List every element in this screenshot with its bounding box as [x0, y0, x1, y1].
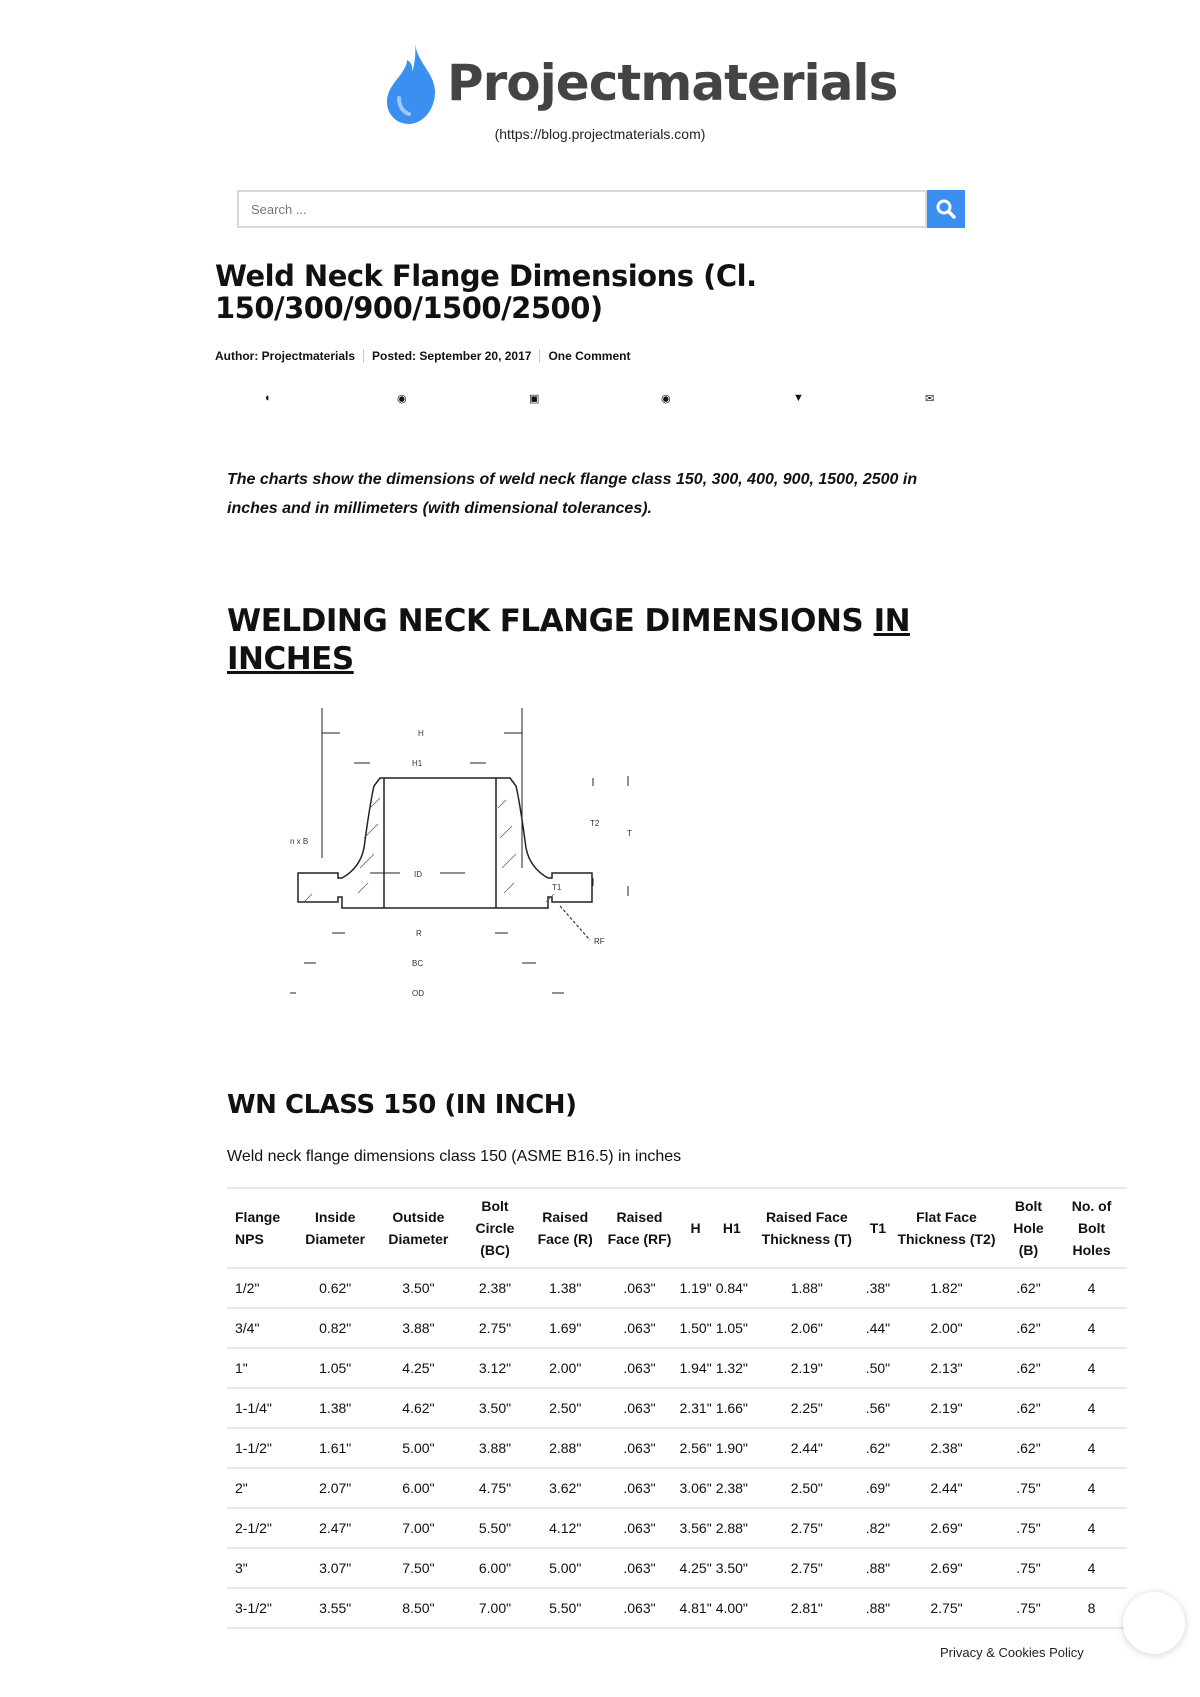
post-author[interactable]: Author: Projectmaterials	[215, 349, 356, 363]
table-cell: 2.69"	[892, 1508, 1001, 1548]
table-cell: .50"	[864, 1348, 892, 1388]
table-cell: 1.82"	[892, 1268, 1001, 1308]
table-cell: 1.66"	[714, 1388, 750, 1428]
flange-diagram	[290, 708, 710, 1018]
table-cell: 4	[1056, 1348, 1127, 1388]
email-icon[interactable]: ✉	[925, 393, 935, 405]
table-cell: 3.50"	[376, 1268, 461, 1308]
label-od: OD	[412, 989, 424, 998]
label-bolt-holes: n x B	[290, 837, 309, 846]
table-cell: 1.88"	[750, 1268, 864, 1308]
table-cell: 3.12"	[461, 1348, 529, 1388]
table-cell: 2.75"	[461, 1308, 529, 1348]
table-cell: 0.84"	[714, 1268, 750, 1308]
table-cell: 1.38"	[529, 1268, 602, 1308]
section-heading-text: WELDING NECK FLANGE DIMENSIONS	[227, 603, 874, 639]
table-cell: 2.06"	[750, 1308, 864, 1348]
table-cell: 4	[1056, 1548, 1127, 1588]
site-logo[interactable]	[385, 38, 897, 128]
table-cell: 3.50"	[461, 1388, 529, 1428]
table-cell: 2.13"	[892, 1348, 1001, 1388]
table-cell: 1.50"	[677, 1308, 713, 1348]
label-r: R	[416, 929, 422, 938]
class-150-caption: Weld neck flange dimensions class 150 (ASME B16.5) in inches	[227, 1148, 682, 1165]
table-row	[227, 1548, 1127, 1588]
linkedin-icon[interactable]: ▣	[529, 393, 540, 405]
table-cell: 3.88"	[461, 1428, 529, 1468]
pinterest-icon[interactable]: ◉	[397, 393, 407, 405]
table-cell: 6.00"	[376, 1468, 461, 1508]
table-cell: 1.05"	[714, 1308, 750, 1348]
site-url: (https://blog.projectmaterials.com)	[494, 126, 706, 142]
section-heading-link[interactable]: IN INCHES	[227, 603, 911, 677]
table-cell: 3.55"	[295, 1588, 376, 1628]
column-header: Outside Diameter	[376, 1188, 461, 1268]
class-150-heading: WN CLASS 150 (IN INCH)	[227, 1090, 577, 1120]
dimension-lines	[290, 708, 628, 993]
search-bar	[237, 190, 965, 228]
table-cell: .62"	[1001, 1308, 1056, 1348]
table-cell: 1.61"	[295, 1428, 376, 1468]
table-cell: .063"	[602, 1468, 678, 1508]
table-cell: .88"	[864, 1588, 892, 1628]
table-cell: .56"	[864, 1388, 892, 1428]
table-cell: 4.25"	[376, 1348, 461, 1388]
table-cell: 7.00"	[376, 1508, 461, 1548]
table-cell: 3.88"	[376, 1308, 461, 1348]
column-header: Bolt Hole (B)	[1001, 1188, 1056, 1268]
table-cell: 8	[1056, 1588, 1127, 1628]
table-cell: 1.05"	[295, 1348, 376, 1388]
column-header: Flat Face Thickness (T2)	[892, 1188, 1001, 1268]
table-cell: 2.38"	[892, 1428, 1001, 1468]
class-150-table	[227, 1187, 1127, 1629]
label-t: T	[627, 829, 632, 838]
table-cell: 5.00"	[376, 1428, 461, 1468]
table-cell: 2.50"	[529, 1388, 602, 1428]
table-cell: 4	[1056, 1268, 1127, 1308]
column-header: Flange NPS	[227, 1188, 295, 1268]
table-row	[227, 1588, 1127, 1628]
table-cell: .063"	[602, 1548, 678, 1588]
table-cell: 2.69"	[892, 1548, 1001, 1588]
table-cell: .063"	[602, 1308, 678, 1348]
table-cell: 4	[1056, 1508, 1127, 1548]
table-cell: 3-1/2"	[227, 1588, 295, 1628]
table-body	[227, 1268, 1127, 1628]
table-cell: 2.75"	[892, 1588, 1001, 1628]
table-cell: 8.50"	[376, 1588, 461, 1628]
table-cell: 4.12"	[529, 1508, 602, 1548]
table-cell: .82"	[864, 1508, 892, 1548]
table-row	[227, 1468, 1127, 1508]
table-cell: 5.50"	[529, 1588, 602, 1628]
table-cell: 1-1/4"	[227, 1388, 295, 1428]
table-cell: 2.31"	[677, 1388, 713, 1428]
label-h: H	[418, 729, 424, 738]
chat-widget-button[interactable]	[1123, 1592, 1185, 1654]
table-cell: 4.62"	[376, 1388, 461, 1428]
column-header: Raised Face (RF)	[602, 1188, 678, 1268]
table-cell: 4.00"	[714, 1588, 750, 1628]
flange-hatch	[304, 798, 554, 902]
table-cell: .69"	[864, 1468, 892, 1508]
column-header: H	[677, 1188, 713, 1268]
table-cell: 2.38"	[714, 1468, 750, 1508]
twitter-icon[interactable]: ▼	[793, 392, 804, 404]
table-cell: 2.56"	[677, 1428, 713, 1468]
table-cell: 0.62"	[295, 1268, 376, 1308]
table-cell: 2.88"	[714, 1508, 750, 1548]
post-intro: The charts show the dimensions of weld neck flange class 150, 300, 400, 900, 1500, 2500 in inches and in millimeters (with dimensional tolerances).	[227, 471, 918, 517]
table-cell: .063"	[602, 1508, 678, 1548]
table-row	[227, 1388, 1127, 1428]
table-cell: 3.50"	[714, 1548, 750, 1588]
table-cell: 3.56"	[677, 1508, 713, 1548]
table-cell: 7.50"	[376, 1548, 461, 1588]
table-cell: 4	[1056, 1428, 1127, 1468]
table-cell: 3.07"	[295, 1548, 376, 1588]
table-cell: .063"	[602, 1428, 678, 1468]
search-icon	[927, 190, 965, 228]
whatsapp-icon[interactable]: ◐	[265, 392, 272, 404]
table-cell: 1.90"	[714, 1428, 750, 1468]
search-input[interactable]	[237, 190, 927, 228]
post-title: Weld Neck Flange Dimensions (Cl. 150/300/900/1500/2500)	[215, 259, 757, 325]
table-cell: 2.44"	[750, 1428, 864, 1468]
table-row	[227, 1348, 1127, 1388]
table-row	[227, 1508, 1127, 1548]
water-drop-icon	[385, 40, 437, 126]
post-meta	[215, 349, 630, 363]
table-cell: 1-1/2"	[227, 1428, 295, 1468]
label-bc: BC	[412, 959, 424, 968]
table-cell: 2.25"	[750, 1388, 864, 1428]
table-cell: .75"	[1001, 1508, 1056, 1548]
table-cell: 3.62"	[529, 1468, 602, 1508]
table-cell: 2.47"	[295, 1508, 376, 1548]
section-heading	[227, 602, 947, 678]
table-cell: 2.75"	[750, 1548, 864, 1588]
table-cell: 3.06"	[677, 1468, 713, 1508]
table-cell: 4	[1056, 1468, 1127, 1508]
table-cell: 6.00"	[461, 1548, 529, 1588]
label-rf: RF	[594, 937, 605, 946]
table-cell: .62"	[864, 1428, 892, 1468]
label-h1: H1	[412, 759, 423, 768]
table-cell: 0.82"	[295, 1308, 376, 1348]
column-header: Bolt Circle (BC)	[461, 1188, 529, 1268]
table-cell: .75"	[1001, 1588, 1056, 1628]
table-cell: .62"	[1001, 1348, 1056, 1388]
table-cell: 2.50"	[750, 1468, 864, 1508]
table-cell: .063"	[602, 1268, 678, 1308]
table-cell: .063"	[602, 1388, 678, 1428]
privacy-policy-link[interactable]: Privacy & Cookies Policy	[940, 1645, 1084, 1660]
table-row	[227, 1428, 1127, 1468]
table-cell: 2.00"	[892, 1308, 1001, 1348]
table-header-row	[227, 1188, 1127, 1268]
table-cell: .75"	[1001, 1468, 1056, 1508]
table-cell: 2.75"	[750, 1508, 864, 1548]
table-cell: 2.19"	[892, 1388, 1001, 1428]
table-cell: 2.81"	[750, 1588, 864, 1628]
table-cell: 2-1/2"	[227, 1508, 295, 1548]
table-cell: 1"	[227, 1348, 295, 1388]
table-header	[227, 1188, 1127, 1268]
table-cell: 1.32"	[714, 1348, 750, 1388]
table-cell: 2"	[227, 1468, 295, 1508]
label-t1: T1	[552, 883, 562, 892]
table-cell: 4.75"	[461, 1468, 529, 1508]
column-header: Inside Diameter	[295, 1188, 376, 1268]
post-comments-link[interactable]: One Comment	[548, 349, 631, 363]
table-cell: .62"	[1001, 1428, 1056, 1468]
table-cell: 1.69"	[529, 1308, 602, 1348]
table-cell: .063"	[602, 1588, 678, 1628]
table-cell: 5.00"	[529, 1548, 602, 1588]
meta-divider	[539, 349, 540, 363]
table-cell: 1.94"	[677, 1348, 713, 1388]
table-cell: 2.19"	[750, 1348, 864, 1388]
table-cell: 5.50"	[461, 1508, 529, 1548]
flange-outline	[298, 778, 592, 908]
table-cell: .75"	[1001, 1548, 1056, 1588]
table-row	[227, 1308, 1127, 1348]
column-header: H1	[714, 1188, 750, 1268]
table-cell: 2.88"	[529, 1428, 602, 1468]
post-date: Posted: September 20, 2017	[372, 349, 532, 363]
share-bar	[215, 392, 975, 408]
table-cell: 2.38"	[461, 1268, 529, 1308]
column-header: No. of Bolt Holes	[1056, 1188, 1127, 1268]
table-cell: 2.07"	[295, 1468, 376, 1508]
table-cell: 3"	[227, 1548, 295, 1588]
table-cell: 2.00"	[529, 1348, 602, 1388]
label-t2: T2	[590, 819, 600, 828]
label-id: ID	[414, 870, 422, 879]
table-cell: .88"	[864, 1548, 892, 1588]
table-row	[227, 1268, 1127, 1308]
table-cell: 4	[1056, 1388, 1127, 1428]
table-cell: 4.81"	[677, 1588, 713, 1628]
brand-name: Projectmaterials	[447, 54, 898, 112]
table-cell: 4.25"	[677, 1548, 713, 1588]
meta-divider	[363, 349, 364, 363]
column-header: T1	[864, 1188, 892, 1268]
table-cell: .44"	[864, 1308, 892, 1348]
facebook-icon[interactable]: ◉	[661, 393, 671, 405]
table-cell: .62"	[1001, 1388, 1056, 1428]
search-button[interactable]	[927, 190, 965, 228]
table-cell: 1.38"	[295, 1388, 376, 1428]
table-cell: 2.44"	[892, 1468, 1001, 1508]
column-header: Raised Face Thickness (T)	[750, 1188, 864, 1268]
table-cell: 4	[1056, 1308, 1127, 1348]
table-cell: 7.00"	[461, 1588, 529, 1628]
column-header: Raised Face (R)	[529, 1188, 602, 1268]
table-cell: 1.19"	[677, 1268, 713, 1308]
table-cell: .62"	[1001, 1268, 1056, 1308]
table-cell: 1/2"	[227, 1268, 295, 1308]
table-cell: .063"	[602, 1348, 678, 1388]
table-cell: 3/4"	[227, 1308, 295, 1348]
table-cell: .38"	[864, 1268, 892, 1308]
